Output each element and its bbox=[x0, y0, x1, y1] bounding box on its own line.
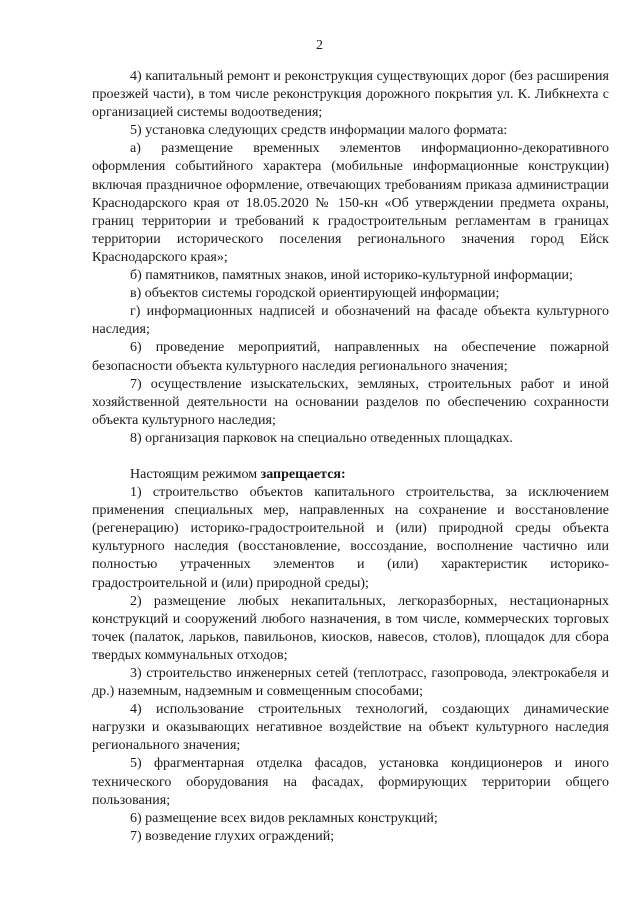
paragraph: в) объектов системы городской ориентирующей информации; bbox=[130, 286, 500, 302]
paragraph: 8) организация парковок на специально отведенных площадках. bbox=[130, 430, 513, 446]
page-number: 2 bbox=[316, 38, 323, 53]
section-heading bbox=[92, 466, 609, 484]
paragraph: г) информационных надписей и обозначений на фасаде объекта культурного наследия; bbox=[92, 304, 609, 338]
paragraph: 5) фрагментарная отделка фасадов, установка кондиционеров и иного технического оборудования на фасадах, формирующих территории общего пользования; bbox=[92, 756, 609, 808]
paragraph: 6) размещение всех видов рекламных конструкций; bbox=[130, 810, 438, 826]
paragraph: 4) использование строительных технологий, создающих динамические нагрузки и оказывающих негативное воздействие на объект культурного наследия регионального значения; bbox=[92, 702, 609, 754]
paragraph: 4) капитальный ремонт и реконструкция существующих дорог (без расширения проезжей части), в том числе реконструкция дорожного покрытия ул. К. Либкнехта с организацией системы водоотведения; bbox=[92, 69, 609, 121]
paragraph: 3) строительство инженерных сетей (теплотрасс, газопровода, электрокабеля и др.) наземным, надземным и совмещенным способами; bbox=[92, 666, 609, 700]
heading-prefix: Настоящим режимом bbox=[130, 466, 261, 482]
paragraph: 1) строительство объектов капитального строительства, за исключением применения специальных мер, направленных на сохранение и восстановление (регенерацию) историко-градостроительной и (или) природной среды объекта культурного наследия (восстановление, воссоздание, восполнение частично или полностью утраченных элементов и (или) характеристик историко-градостроительной и (или) природной среды); bbox=[92, 485, 609, 591]
paragraph: б) памятников, памятных знаков, иной историко-культурной информации; bbox=[130, 268, 573, 284]
document-body bbox=[92, 68, 609, 846]
paragraph: а) размещение временных элементов информационно-декоративного оформления событийного характера (мобильные информационные конструкции) включая праздничное оформление, отвечающих требованиям приказа администрации Краснодарского края от 18.05.2020 № 150-кн «Об утверждении предмета охраны, границ территории и требований к градостроительным регламентам в границах территории исторического поселения регионального значения город Ейск Краснодарского края»; bbox=[92, 141, 609, 265]
paragraph: 6) проведение мероприятий, направленных на обеспечение пожарной безопасности объекта культурного наследия регионального значения; bbox=[92, 340, 609, 374]
paragraph: 7) возведение глухих ограждений; bbox=[130, 828, 335, 844]
heading-emphasis: запрещается: bbox=[260, 466, 346, 482]
paragraph: 5) установка следующих средств информации малого формата: bbox=[130, 123, 508, 139]
paragraph: 2) размещение любых некапитальных, легкоразборных, нестационарных конструкций и сооружений любого назначения, в том числе, коммерческих торговых точек (палаток, ларьков, павильонов, киосков, навесов, столов), площадок для сбора твердых коммунальных отходов; bbox=[92, 593, 609, 663]
paragraph: 7) осуществление изыскательских, земляных, строительных работ и иной хозяйственной деятельности на основании разделов по обеспечению сохранности объекта культурного наследия; bbox=[92, 376, 609, 428]
